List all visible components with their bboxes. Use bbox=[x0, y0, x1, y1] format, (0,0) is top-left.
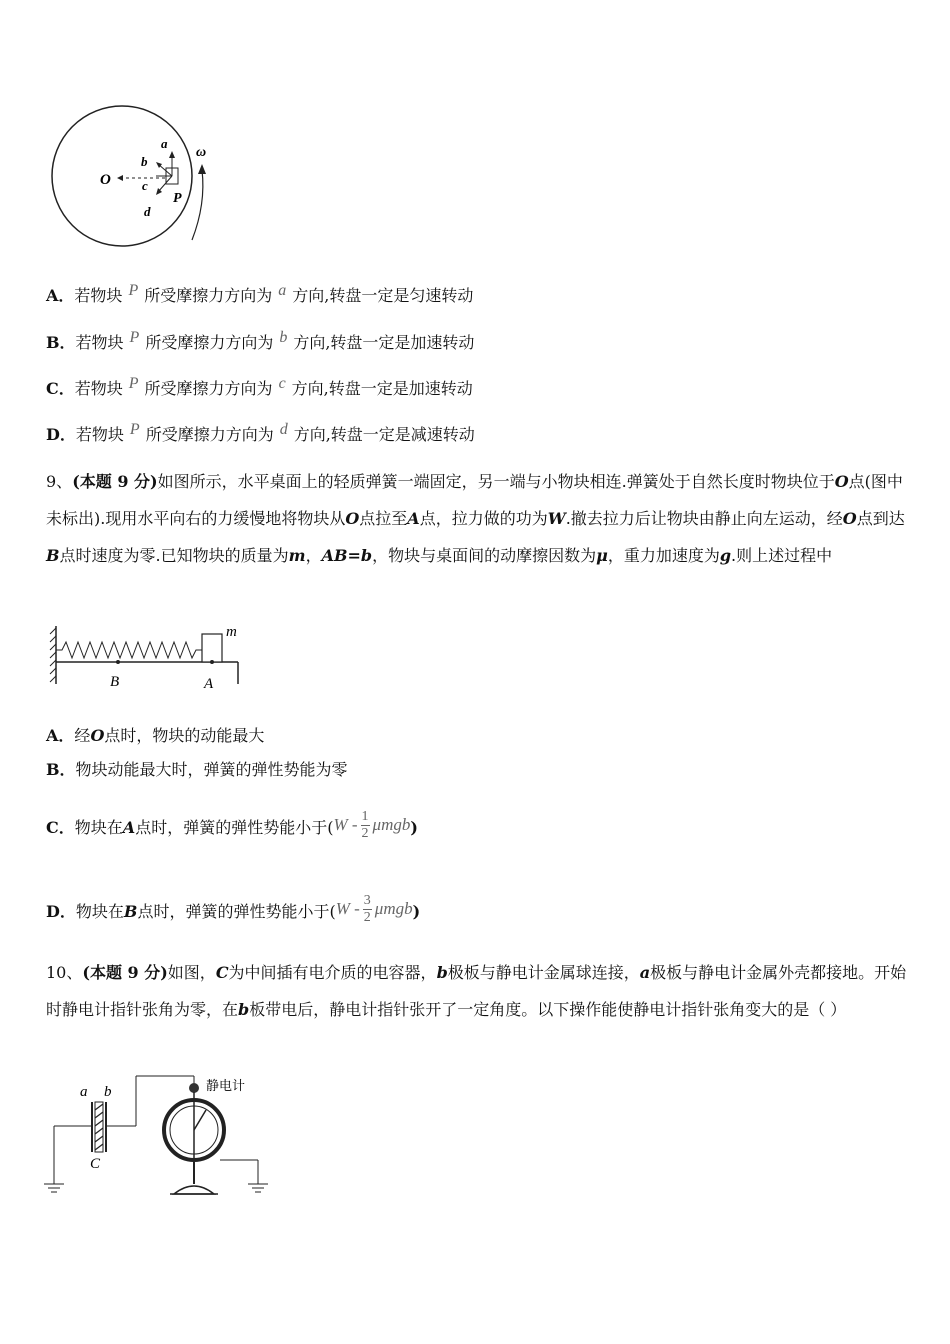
var-P: P bbox=[128, 282, 139, 299]
formula-c bbox=[333, 805, 410, 845]
question-number: 10、 bbox=[46, 963, 83, 982]
option-text: 点时，物块的动能最大 bbox=[104, 726, 265, 745]
label-O: O bbox=[100, 172, 111, 188]
option-text: 方向,转盘一定是减速转动 bbox=[293, 425, 475, 444]
stem-text: 如图所示，水平桌面上的轻质弹簧一端固定，另一端与小物块相连.弹簧处于自然长度时物块位于 bbox=[157, 472, 835, 491]
label-b: b bbox=[141, 154, 148, 169]
option-text: 所受摩擦力方向为 bbox=[145, 425, 274, 444]
q9-option-b bbox=[46, 760, 348, 780]
option-text: 方向,转盘一定是匀速转动 bbox=[292, 286, 474, 305]
ground-symbol-left bbox=[44, 1184, 64, 1192]
formula-d bbox=[336, 889, 413, 929]
close-paren: ) bbox=[412, 902, 421, 921]
var-O: O bbox=[834, 472, 849, 491]
label-c: c bbox=[142, 178, 148, 193]
electrometer-needle bbox=[194, 1110, 206, 1130]
option-text: 物块在 bbox=[75, 902, 124, 921]
var-P: P bbox=[128, 375, 139, 392]
label-P: P bbox=[173, 191, 182, 206]
var-direction: d bbox=[279, 421, 288, 438]
point-B bbox=[116, 660, 120, 664]
capacitor-electrometer-figure bbox=[40, 1070, 280, 1205]
label-electrometer: 静电计 bbox=[206, 1079, 246, 1094]
stem-text: 点到达 bbox=[856, 509, 905, 528]
close-paren: ) bbox=[410, 818, 418, 837]
var-O: O bbox=[842, 509, 857, 528]
denominator: 2 bbox=[361, 826, 369, 842]
var-direction: c bbox=[278, 375, 286, 392]
q9-option-c bbox=[46, 808, 418, 849]
spring bbox=[56, 642, 202, 658]
q8-option-c bbox=[46, 375, 473, 400]
fraction bbox=[363, 893, 372, 926]
question-points: (本题 9 分) bbox=[82, 963, 168, 982]
stem-text: ，物块与桌面间的动摩擦因数为 bbox=[372, 546, 597, 565]
var-A: A bbox=[122, 818, 136, 837]
electrometer-ball bbox=[189, 1083, 199, 1093]
var-B: B bbox=[123, 902, 138, 921]
var-O: O bbox=[90, 726, 105, 745]
rotation-arrow-head bbox=[198, 164, 206, 174]
option-text: 所受摩擦力方向为 bbox=[144, 379, 273, 398]
stem-text: 点时速度为零.已知物块的质量为 bbox=[59, 546, 289, 565]
option-text: 物块在 bbox=[74, 818, 123, 837]
option-text: 物块动能最大时，弹簧的弹性势能为零 bbox=[75, 760, 348, 779]
formula-tail: μmgb bbox=[374, 898, 413, 918]
formula-tail: μmgb bbox=[372, 814, 411, 834]
q8-option-b bbox=[46, 329, 475, 354]
ground-symbol-right bbox=[248, 1184, 268, 1192]
label-b: b bbox=[104, 1084, 112, 1100]
var-W: W bbox=[547, 509, 566, 528]
option-letter: A． bbox=[46, 286, 75, 305]
q8-option-d bbox=[46, 421, 475, 446]
var-mu: μ bbox=[596, 546, 608, 565]
var-W: W bbox=[333, 814, 348, 834]
stem-text: 板带电后，静电计指针张开了一定角度。以下操作能使静电计指针张角变大的是（ ） bbox=[249, 1000, 847, 1019]
option-text: 若物块 bbox=[75, 425, 124, 444]
option-letter: B． bbox=[46, 333, 76, 352]
var-a: a bbox=[639, 963, 651, 982]
q8-option-a bbox=[46, 282, 474, 307]
option-text: 点时，弹簧的弹性势能小于( bbox=[135, 818, 334, 837]
var-O: O bbox=[345, 509, 360, 528]
rotation-arrow bbox=[192, 170, 203, 240]
option-text: 经 bbox=[74, 726, 91, 745]
option-text: 所受摩擦力方向为 bbox=[144, 286, 273, 305]
label-omega: ω bbox=[196, 145, 207, 160]
option-text: 若物块 bbox=[74, 286, 123, 305]
q9-stem bbox=[46, 463, 908, 574]
var-b: b bbox=[436, 963, 448, 982]
option-text: 所受摩擦力方向为 bbox=[145, 333, 274, 352]
var-AB: AB bbox=[321, 546, 348, 565]
var-b: b bbox=[238, 1000, 250, 1019]
stem-text: 极板与静电计金属外壳都接地。开始时静电计指针张角为零，在 bbox=[46, 963, 907, 1019]
option-letter: C． bbox=[46, 379, 75, 398]
minus-sign: - bbox=[354, 898, 360, 918]
arrow-head-O bbox=[117, 175, 123, 181]
stem-text: 极板与静电计金属球连接， bbox=[447, 963, 640, 982]
stem-text: 为中间插有电介质的电容器， bbox=[228, 963, 437, 982]
arrow-a-head bbox=[169, 151, 175, 158]
option-letter: D． bbox=[46, 902, 76, 921]
fraction bbox=[361, 809, 370, 842]
var-B: B bbox=[46, 546, 60, 565]
var-direction: b bbox=[279, 329, 288, 346]
option-letter: D． bbox=[46, 425, 76, 444]
label-a: a bbox=[80, 1084, 88, 1100]
point-A bbox=[210, 660, 214, 664]
option-letter: B． bbox=[46, 760, 76, 779]
stem-text: 点，拉力做的功为 bbox=[419, 509, 548, 528]
label-m: m bbox=[226, 624, 237, 640]
stem-text: 点(图中未标出).现用水平向右的力缓慢地将物块从 bbox=[46, 472, 903, 528]
stem-text: ，重力加速度为 bbox=[607, 546, 720, 565]
label-A: A bbox=[204, 676, 214, 692]
var-b: =b bbox=[347, 546, 373, 565]
option-text: 若物块 bbox=[75, 333, 124, 352]
var-P: P bbox=[129, 329, 140, 346]
var-C: C bbox=[215, 963, 229, 982]
numerator: 3 bbox=[363, 893, 371, 909]
option-text: 若物块 bbox=[74, 379, 123, 398]
var-g: g bbox=[719, 546, 732, 565]
stem-text: .撤去拉力后让物块由静止向左运动，经 bbox=[565, 509, 843, 528]
label-B: B bbox=[110, 674, 120, 690]
rotating-disc-figure bbox=[46, 104, 226, 254]
question-points: (本题 9 分) bbox=[72, 472, 158, 491]
wall-hatch bbox=[50, 628, 56, 682]
question-number: 9、 bbox=[46, 472, 73, 491]
stem-text: 如图， bbox=[167, 963, 216, 982]
stem-text: .则上述过程中 bbox=[731, 546, 833, 565]
var-A: A bbox=[407, 509, 420, 528]
option-text: 方向,转盘一定是加速转动 bbox=[291, 379, 473, 398]
minus-sign: - bbox=[351, 814, 358, 834]
numerator: 1 bbox=[361, 809, 369, 825]
q9-option-a bbox=[46, 726, 264, 746]
var-m: m bbox=[288, 546, 306, 565]
option-text: 方向,转盘一定是加速转动 bbox=[293, 333, 475, 352]
var-W: W bbox=[335, 898, 350, 918]
label-C: C bbox=[90, 1156, 101, 1172]
label-d: d bbox=[144, 204, 151, 219]
electrometer-base bbox=[174, 1186, 214, 1194]
option-text: 点时，弹簧的弹性势能小于( bbox=[137, 902, 336, 921]
q10-stem bbox=[46, 954, 908, 1028]
stem-text: ， bbox=[305, 546, 322, 565]
stem-text: 点拉至 bbox=[359, 509, 408, 528]
option-letter: C． bbox=[46, 818, 75, 837]
spring-block-figure bbox=[46, 620, 256, 695]
block-m bbox=[202, 634, 222, 662]
label-a: a bbox=[161, 136, 168, 151]
option-letter: A． bbox=[46, 726, 75, 745]
var-P: P bbox=[129, 421, 140, 438]
denominator: 2 bbox=[363, 910, 371, 926]
q9-option-d bbox=[46, 892, 420, 933]
var-direction: a bbox=[278, 282, 287, 299]
